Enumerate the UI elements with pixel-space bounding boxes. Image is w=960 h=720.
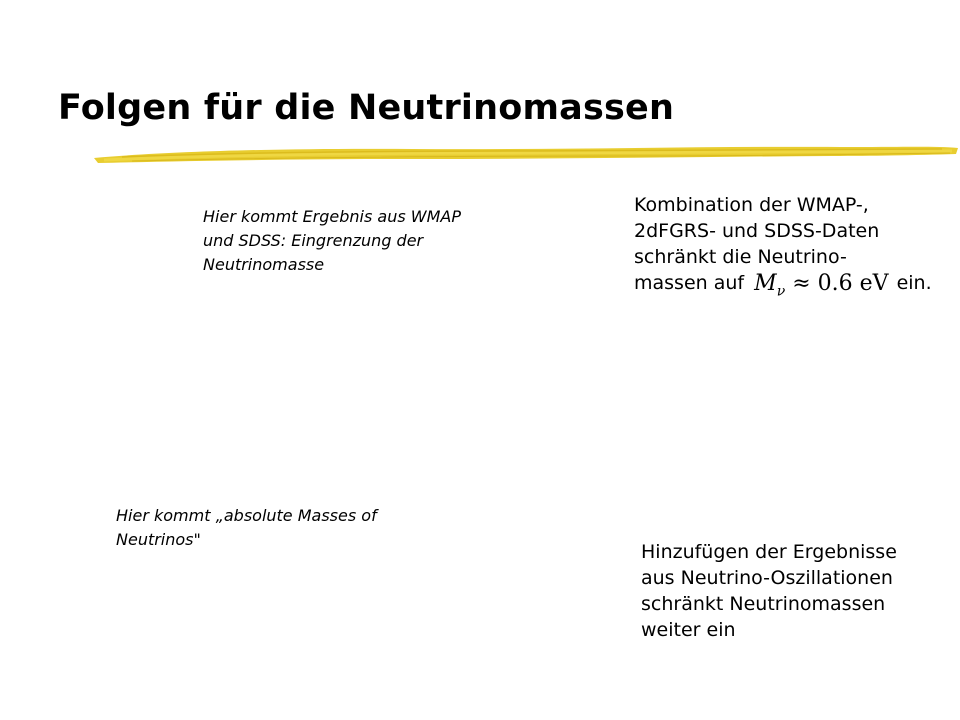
text-line: schränkt Neutrinomassen xyxy=(641,593,886,615)
text-line: Hinzufügen der Ergebnisse xyxy=(641,541,897,563)
text-block-combination xyxy=(634,192,960,304)
brush-stroke-underline xyxy=(92,138,960,168)
text-line: Kombination der WMAP-, xyxy=(634,194,869,216)
placeholder-text: Neutrinomasse xyxy=(203,255,325,274)
formula-value: ≈ 0.6 eV xyxy=(792,271,889,296)
slide-title: Folgen für die Neutrinomassen xyxy=(58,88,675,128)
placeholder-text: und SDSS: Eingrenzung der xyxy=(203,231,424,250)
image-placeholder-absolute-masses xyxy=(116,504,436,552)
text-line: schränkt die Neutrino- xyxy=(634,246,847,268)
placeholder-text: Hier kommt Ergebnis aus WMAP xyxy=(203,207,462,226)
placeholder-text: Hier kommt „absolute Masses of xyxy=(116,506,377,525)
text-line: 2dFGRS- und SDSS-Daten xyxy=(634,220,880,242)
formula-variable: M xyxy=(754,271,777,296)
placeholder-text: Neutrinos" xyxy=(116,530,201,549)
text-block-oscillations xyxy=(641,539,941,643)
text-line-prefix: massen auf xyxy=(634,272,745,294)
mass-formula xyxy=(754,271,888,304)
image-placeholder-wmap-sdss xyxy=(203,205,523,277)
text-line: aus Neutrino-Oszillationen xyxy=(641,567,893,589)
text-line: weiter ein xyxy=(641,619,736,641)
formula-subscript: ν xyxy=(776,283,786,300)
text-line-suffix: ein. xyxy=(896,272,932,294)
text-line xyxy=(634,270,960,304)
